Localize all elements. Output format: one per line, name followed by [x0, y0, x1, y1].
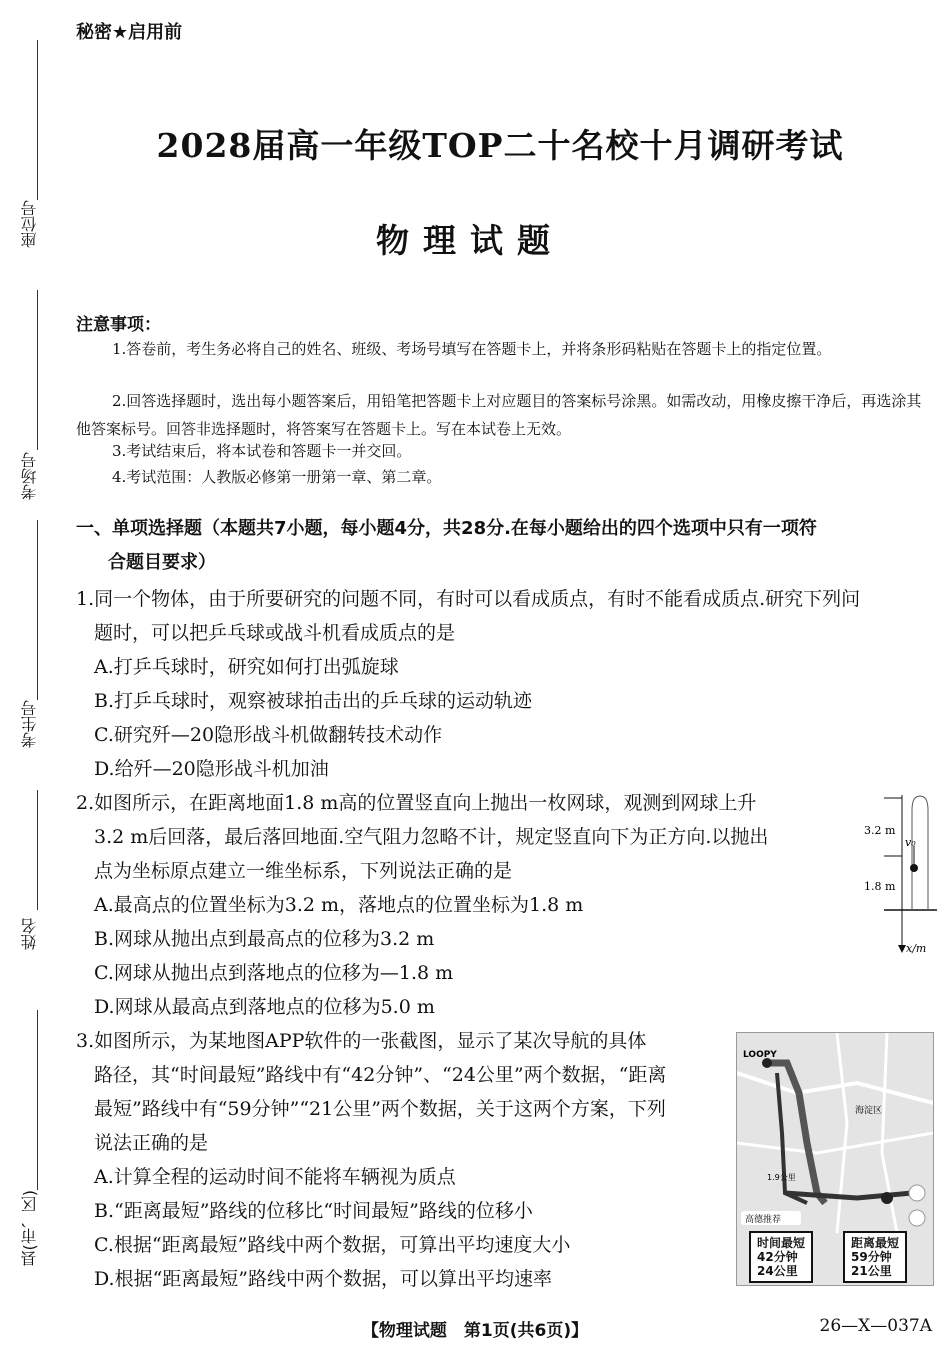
question-3	[76, 1024, 666, 1296]
county-label: 县(市、区)	[20, 1190, 39, 1267]
option-a: A.打乒乓球时，研究如何打出弧旋球	[94, 656, 399, 678]
option-b: B.网球从抛出点到最高点的位移为3.2 m	[94, 928, 435, 950]
binding-line	[37, 520, 38, 700]
option-a: A.最高点的位置坐标为3.2 m，落地点的位置坐标为1.8 m	[94, 894, 584, 916]
map-label: LOOPY	[743, 1050, 777, 1060]
tennis-ball-figure	[862, 790, 942, 960]
lower-height-label: 1.8 m	[864, 880, 896, 893]
section-heading: 一、单项选择题（本题共7小题，每小题4分，共28分.在每小题给出的四个选项中只有一项符 合题目要求）	[76, 518, 817, 573]
ball-icon	[910, 864, 918, 872]
question-text: 路径，其“时间最短”路线中有“42分钟”、“24公里”两个数据，“距离	[94, 1064, 667, 1086]
locate-icon	[909, 1210, 925, 1226]
binding-line	[37, 1010, 38, 1190]
binding-line	[37, 790, 38, 910]
option-d: D.根据“距离最短”路线中两个数据，可以算出平均速率	[94, 1268, 553, 1290]
upper-height-label: 3.2 m	[864, 824, 896, 837]
option-c: C.研究歼—20隐形战斗机做翻转技术动作	[94, 724, 443, 746]
question-text: 点为坐标原点建立一维坐标系，下列说法正确的是	[94, 860, 513, 882]
question-text: 2.如图所示，在距离地面1.8 m高的位置竖直向上抛出一枚网球，观测到网球上升	[76, 792, 757, 814]
refresh-icon	[909, 1185, 925, 1201]
seat-number-label: 座位号	[20, 200, 39, 248]
notice-item: 3.考试结束后，将本试卷和答题卡一并交回。	[112, 442, 412, 460]
question-text: 3.2 m后回落，最后落回地面.空气阻力忽略不计，规定竖直向下为正方向.以抛出	[94, 826, 769, 848]
option-c: C.网球从抛出点到落地点的位移为—1.8 m	[94, 962, 454, 984]
name-label: 姓名	[20, 918, 39, 950]
notice-item: 2.回答选择题时，选出每小题答案后，用铅笔把答题卡上对应题目的答案标号涂黑。如需改动，用橡皮擦干净后，再选涂其他答案标号。回答非选择题时，将答案写在答题卡上。写在本试卷上无效。	[76, 392, 922, 438]
student-number-label: 考生号	[20, 700, 39, 748]
option-c: C.根据“距离最短”路线中两个数据，可算出平均速度大小	[94, 1234, 571, 1256]
notice-item: 4.考试范围：人教版必修第一册第一章、第二章。	[112, 468, 442, 486]
end-icon	[881, 1192, 893, 1204]
question-text: 1.同一个物体，由于所要研究的问题不同，有时可以看成质点，有时不能看成质点.研究下列问	[76, 588, 861, 610]
binding-line	[37, 290, 38, 450]
option-d: D.网球从最高点到落地点的位移为5.0 m	[94, 996, 435, 1018]
notice-item: 1.答卷前，考生务必将自己的姓名、班级、考场号填写在答题卡上，并将条形码粘贴在答题卡上的指定位置。	[112, 340, 832, 358]
v0-label: v₀	[905, 836, 916, 849]
recommend-tag: 高德推荐	[745, 1215, 782, 1225]
question-text: 题时，可以把乒乓球或战斗机看成质点的是	[94, 622, 456, 644]
map-screenshot	[736, 1032, 934, 1286]
axis-label: x/m	[906, 942, 927, 955]
notice-heading: 注意事项：	[76, 315, 161, 335]
question-1	[76, 582, 860, 786]
exam-code: 26—X—037A	[819, 1316, 932, 1336]
map-label: 海淀区	[855, 1106, 883, 1116]
question-2	[76, 786, 768, 1024]
subject-title: 物理试题	[376, 221, 564, 260]
option-a: A.计算全程的运动时间不能将车辆视为质点	[94, 1166, 456, 1188]
exam-room-label: 考场号	[20, 452, 39, 500]
time-shortest-box[interactable]: 时间最短 42分钟 24公里	[749, 1231, 813, 1283]
page-footer: 【物理试题 第1页(共6页)】	[361, 1321, 589, 1341]
option-b: B.“距离最短”路线的位移比“时间最短”路线的位移小	[94, 1200, 533, 1222]
question-text: 说法正确的是	[94, 1132, 209, 1154]
exam-title: 2028届高一年级TOP二十名校十月调研考试	[156, 126, 844, 165]
option-b: B.打乒乓球时，观察被球拍击出的乒乓球的运动轨迹	[94, 690, 533, 712]
map-label: 1.9公里	[767, 1173, 796, 1182]
binding-margin	[0, 0, 70, 1353]
question-text: 最短”路线中有“59分钟”“21公里”两个数据，关于这两个方案，下列	[94, 1098, 666, 1120]
question-text: 3.如图所示，为某地图APP软件的一张截图，显示了某次导航的具体	[76, 1030, 647, 1052]
distance-shortest-box[interactable]: 距离最短 59分钟 21公里	[843, 1231, 907, 1283]
axis-arrow-icon	[898, 945, 906, 953]
option-d: D.给歼—20隐形战斗机加油	[94, 758, 329, 780]
secret-mark: 秘密★启用前	[76, 22, 183, 43]
